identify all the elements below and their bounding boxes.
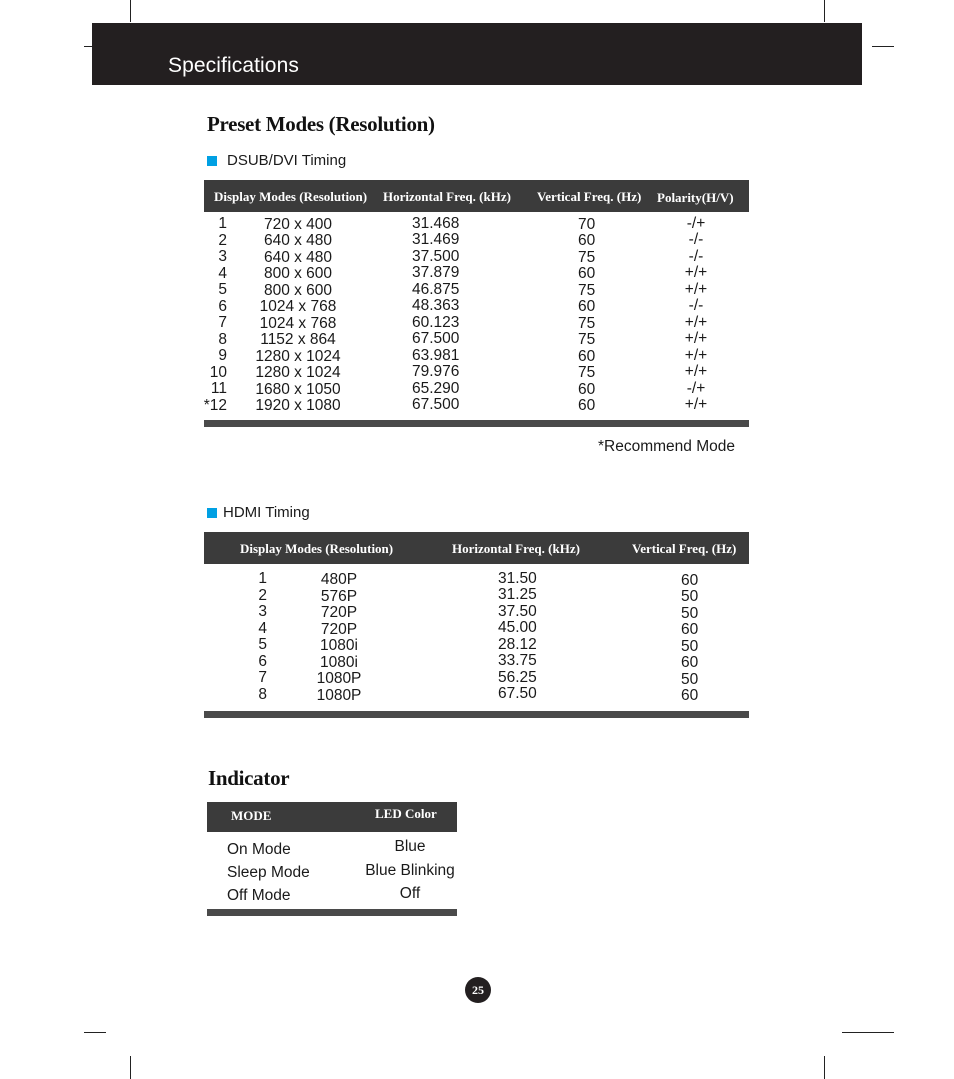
bullet-square-icon (207, 156, 217, 166)
row-number: 11 (210, 380, 227, 397)
row-polarity: +/+ (684, 313, 708, 331)
row-vfreq: 70 (578, 215, 596, 233)
row-number: 1 (218, 215, 227, 232)
row-hfreq: 56.25 (498, 668, 537, 686)
row-resolution: 1920 x 1080 (255, 397, 341, 414)
header-display-modes: Display Modes (Resolution) (214, 189, 368, 204)
hdmi-table-header (204, 532, 749, 564)
row-number: 10 (209, 363, 227, 381)
row-resolution: 1080P (316, 686, 362, 704)
row-resolution: 1080P (316, 670, 362, 687)
row-hfreq: 33.75 (498, 652, 537, 669)
crop-mark (872, 46, 894, 47)
row-polarity: +/+ (684, 330, 708, 347)
row-number: 6 (258, 652, 267, 670)
row-polarity: -/- (688, 297, 704, 314)
dsub-table-header (204, 180, 749, 212)
row-vfreq: 75 (578, 248, 596, 266)
row-polarity: +/+ (684, 396, 708, 413)
indicator-title: Indicator (208, 766, 290, 790)
row-resolution: 1024 x 768 (259, 314, 337, 332)
row-vfreq: 60 (578, 298, 596, 315)
row-number: 4 (258, 619, 267, 637)
crop-mark (842, 1032, 894, 1033)
crop-mark (824, 0, 825, 22)
row-vfreq: 50 (681, 670, 699, 688)
row-number: 6 (218, 297, 227, 315)
row-resolution: 576P (320, 587, 358, 605)
row-number: 8 (258, 685, 267, 703)
row-hfreq: 67.500 (412, 396, 460, 413)
row-vfreq: 60 (681, 654, 699, 671)
row-vfreq: 60 (681, 687, 699, 704)
row-number: 1 (258, 570, 267, 587)
hdmi-vfreq-column (681, 573, 721, 705)
row-led-color: Blue (394, 838, 426, 855)
row-resolution: 800 x 600 (263, 265, 333, 282)
row-hfreq: 48.363 (412, 297, 460, 314)
hdmi-timing-label: HDMI Timing (207, 504, 310, 521)
row-vfreq: 75 (578, 331, 596, 348)
row-number: *12 (203, 396, 227, 414)
hdmi-resolution-column (304, 572, 374, 704)
recommend-mode-note: *Recommend Mode (598, 438, 735, 455)
preset-modes-title: Preset Modes (Resolution) (207, 112, 435, 136)
dsub-resolution-column (243, 217, 353, 415)
row-polarity: -/+ (686, 214, 706, 232)
dsub-hfreq-column (412, 216, 482, 414)
crop-mark (130, 1056, 131, 1079)
row-led-color: Blue Blinking (365, 861, 455, 879)
row-number: 5 (258, 636, 267, 653)
row-resolution: 640 x 480 (263, 248, 333, 266)
row-number: 5 (218, 281, 227, 298)
row-resolution: 1024 x 768 (259, 298, 337, 315)
row-vfreq: 60 (578, 397, 596, 414)
row-number: 3 (258, 603, 267, 620)
row-number: 3 (218, 248, 227, 265)
row-vfreq: 60 (578, 232, 596, 249)
row-resolution: 800 x 600 (263, 281, 333, 299)
row-resolution: 640 x 480 (263, 232, 333, 249)
row-hfreq: 67.50 (498, 685, 537, 702)
row-hfreq: 31.468 (412, 214, 460, 232)
row-number: 7 (258, 669, 267, 686)
row-hfreq: 65.290 (412, 379, 460, 397)
page-title: Specifications (168, 54, 299, 77)
row-vfreq: 60 (578, 347, 596, 365)
row-hfreq: 37.500 (412, 247, 460, 265)
header-vertical-freq: Vertical Freq. (Hz) (632, 541, 737, 556)
header-mode: MODE (231, 808, 272, 823)
row-resolution: 1080i (320, 653, 358, 671)
dsub-table-bottom-rule (204, 420, 749, 427)
header-bar (92, 23, 862, 85)
row-polarity: -/+ (686, 379, 706, 397)
row-led-color: Off (399, 885, 421, 902)
row-polarity: -/- (688, 247, 704, 265)
row-resolution: 720P (320, 620, 358, 638)
row-resolution: 1152 x 864 (260, 331, 336, 348)
row-hfreq: 63.981 (412, 346, 460, 364)
indicator-led-column (360, 835, 460, 906)
row-polarity: +/+ (684, 346, 708, 364)
row-mode: Sleep Mode (227, 864, 310, 881)
row-resolution: 1680 x 1050 (255, 380, 341, 398)
row-polarity: +/+ (684, 264, 708, 281)
crop-mark (824, 1056, 825, 1079)
row-polarity: +/+ (684, 280, 708, 298)
row-vfreq: 50 (681, 637, 699, 655)
row-polarity: +/+ (684, 363, 708, 380)
row-number: 4 (218, 264, 227, 282)
indicator-table-header (207, 802, 457, 832)
row-hfreq: 46.875 (412, 280, 460, 298)
dsub-timing-label: DSUB/DVI Timing (207, 152, 346, 169)
row-hfreq: 31.469 (412, 231, 460, 248)
row-vfreq: 60 (681, 571, 699, 589)
dsub-polarity-column (668, 216, 724, 414)
header-horizontal-freq: Horizontal Freq. (kHz) (383, 189, 511, 204)
row-number: 7 (218, 314, 227, 331)
row-resolution: 1080i (320, 637, 358, 654)
crop-mark (130, 0, 131, 22)
row-polarity: -/- (688, 231, 704, 248)
row-resolution: 480P (320, 571, 358, 588)
row-resolution: 1280 x 1024 (255, 347, 341, 365)
bullet-square-icon (207, 508, 217, 518)
row-hfreq: 67.500 (412, 330, 460, 347)
hdmi-number-column (247, 571, 267, 703)
row-hfreq: 37.879 (412, 264, 460, 281)
row-vfreq: 60 (681, 621, 699, 638)
header-horizontal-freq: Horizontal Freq. (kHz) (452, 541, 580, 556)
header-vertical-freq: Vertical Freq. (Hz) (537, 189, 642, 204)
row-hfreq: 79.976 (412, 363, 460, 380)
row-vfreq: 60 (578, 265, 596, 282)
row-mode: Off Mode (227, 887, 291, 904)
row-hfreq: 28.12 (498, 635, 537, 653)
row-vfreq: 50 (681, 604, 699, 622)
row-number: 2 (218, 231, 227, 249)
row-hfreq: 31.50 (498, 569, 537, 587)
hdmi-table-bottom-rule (204, 711, 749, 718)
row-vfreq: 50 (681, 588, 699, 605)
row-number: 9 (218, 347, 227, 364)
crop-mark (84, 1032, 106, 1033)
row-hfreq: 31.25 (498, 586, 537, 603)
row-mode: On Mode (227, 841, 291, 858)
row-number: 2 (258, 586, 267, 604)
row-vfreq: 75 (578, 364, 596, 381)
row-vfreq: 75 (578, 314, 596, 332)
header-led-color: LED Color (375, 806, 437, 821)
row-vfreq: 60 (578, 380, 596, 398)
header-display-modes: Display Modes (Resolution) (240, 541, 394, 556)
row-hfreq: 37.50 (498, 602, 537, 620)
row-number: 8 (218, 330, 227, 348)
dsub-vfreq-column (578, 217, 618, 415)
row-resolution: 720 x 400 (263, 215, 333, 233)
crop-mark (84, 46, 92, 47)
row-hfreq: 60.123 (412, 313, 460, 331)
row-resolution: 720P (320, 604, 358, 621)
indicator-mode-column (227, 838, 337, 907)
header-polarity: Polarity(H/V) (657, 190, 734, 205)
row-vfreq: 75 (578, 281, 596, 299)
row-hfreq: 45.00 (498, 619, 537, 636)
row-resolution: 1280 x 1024 (255, 364, 341, 381)
dsub-number-column (196, 216, 227, 414)
hdmi-hfreq-column (498, 571, 558, 703)
indicator-table-bottom-rule (207, 909, 457, 916)
page-number: 25 (465, 977, 491, 1003)
